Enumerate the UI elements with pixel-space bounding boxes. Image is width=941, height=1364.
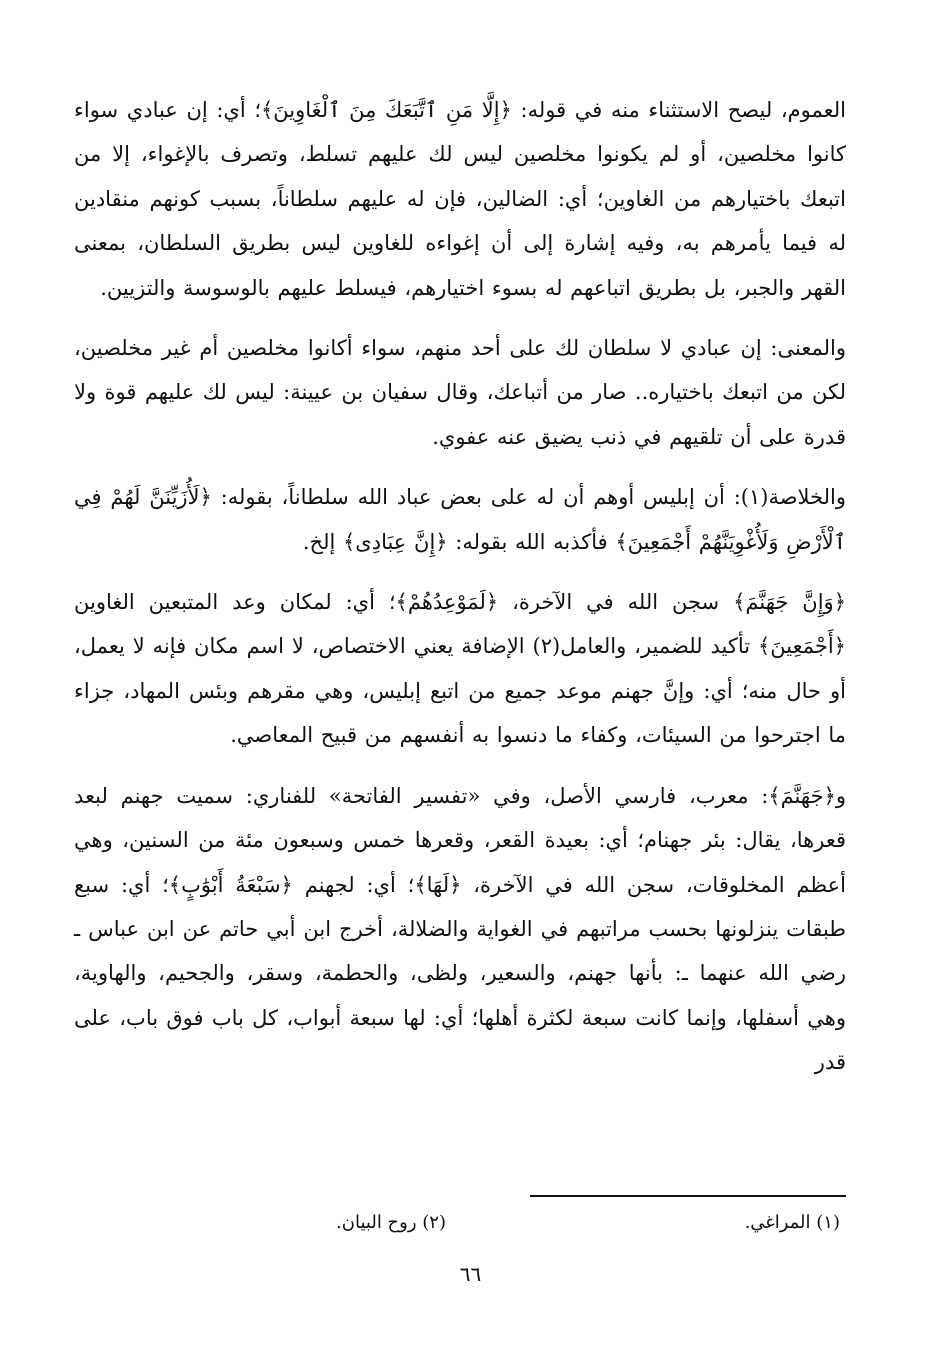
footnote-divider [530, 1195, 846, 1197]
paragraph-1: العموم، ليصح الاستثناء منه في قوله: ﴿إِلَّا مَنِ ٱتَّبَعَكَ مِنَ ٱلْغَاوِينَ﴾؛ أي: إن عبادي سواء كانوا مخلصين، أو لم يكونوا مخلصين ليس لك عليهم تسلط، وتصرف بالإغواء، إلا من اتبعك باختيارهم من الغاوين؛ أي: الضالين، فإن له عليهم سلطاناً، بسبب كونهم منقادين له فيما يأمرهم به، وفيه إشارة إلى أن إغواءه للغاوين ليس بطريق السلطان، بمعنى القهر والجبر، بل بطريق اتباعهم له بسوء اختيارهم، فيسلط عليهم بالوسوسة والتزيين. [74, 98, 846, 300]
paragraph-2: والمعنى: إن عبادي لا سلطان لك على أحد منهم، سواء أكانوا مخلصين أم غير مخلصين، لكن من اتبعك باختياره.. صار من أتباعك، وقال سفيان بن عيينة: ليس لك عليهم قوة ولا قدرة على أن تلقيهم في ذنب يضيق عنه عفوي. [74, 336, 846, 449]
paragraph-3: والخلاصة(١): أن إبليس أوهم أن له على بعض عباد الله سلطاناً، بقوله: ﴿لَأُزَيِّنَنَّ لَهُمْ فِي ٱلْأَرْضِ وَلَأُغْوِيَنَّهُمْ أَجْمَعِينَ﴾ فأكذبه الله بقوله: ﴿إِنَّ عِبَادِى﴾ إلخ. [74, 485, 846, 554]
main-text [74, 88, 846, 1085]
footnotes [74, 1208, 846, 1238]
page-number: ٦٦ [459, 1262, 482, 1286]
paragraph-4: ﴿وَإِنَّ جَهَنَّمَ﴾ سجن الله في الآخرة، ﴿لَمَوْعِدُهُمْ﴾؛ أي: لمكان وعد المتبعين الغاوين ﴿أَجْمَعِينَ﴾ تأكيد للضمير، والعامل(٢) الإضافة يعني الاختصاص، لا اسم مكان فإنه لا يعمل، أو حال منه؛ أي: وإنَّ جهنم موعد جميع من اتبع إبليس، وهي مقرهم وبئس المهاد، جزاء ما اجترحوا من السيئات، وكفاء ما دنسوا به أنفسهم من قبيح المعاصي. [74, 590, 846, 748]
footnote-1: (١) المراغي. [744, 1212, 840, 1233]
paragraph-5: و﴿جَهَنَّمَ﴾: معرب، فارسي الأصل، وفي «تفسير الفاتحة» للفناري: سميت جهنم لبعد قعرها، يقال: بئر جهنام؛ أي: بعيدة القعر، وقعرها خمس وسبعون مئة من السنين، وهي أعظم المخلوقات، سجن الله في الآخرة، ﴿لَهَا﴾؛ أي: لجهنم ﴿سَبْعَةُ أَبْوَٰبٍ﴾؛ أي: سبع طبقات ينزلونها بحسب مراتبهم في الغواية والضلالة، أخرج ابن أبي حاتم عن ابن عباس ـ رضي الله عنهما ـ: بأنها جهنم، والسعير، ولظى، والحطمة، وسقر، والجحيم، والهاوية، وهي أسفلها، وإنما كانت سبعة لكثرة أهلها؛ أي: لها سبعة أبواب، كل باب فوق باب، على قدر [74, 783, 846, 1075]
footnote-2: (٢) روح البيان. [336, 1212, 446, 1233]
